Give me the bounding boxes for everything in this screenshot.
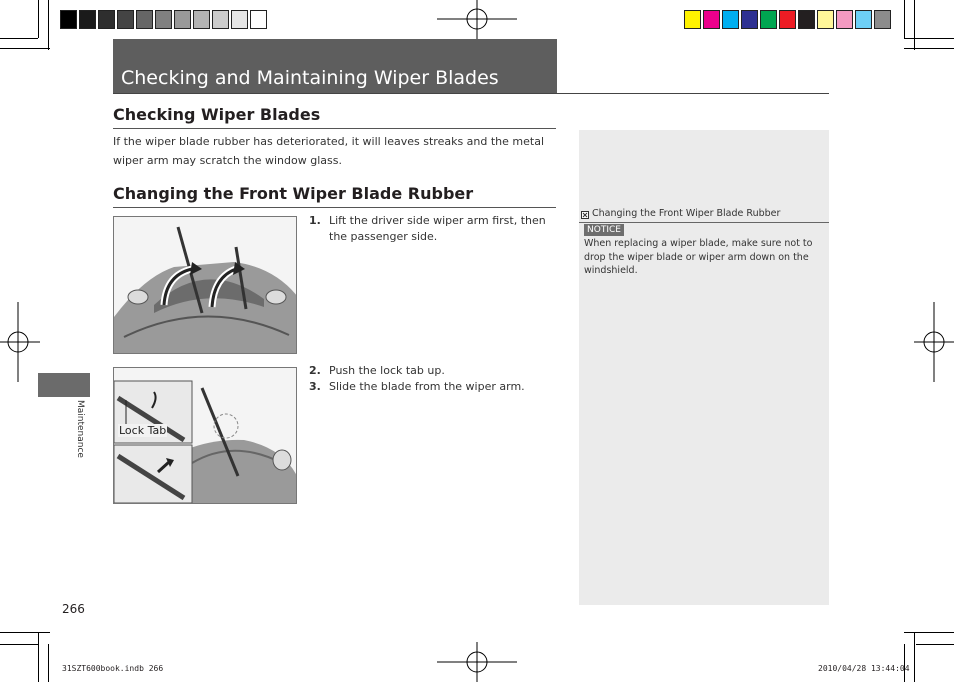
color-swatch [250,10,267,29]
crop-mark [904,632,954,633]
registration-target-icon [914,302,954,382]
color-swatch [60,10,77,29]
step-text: Lift the driver side wiper arm first, then the passenger side. [329,214,546,243]
footer-file: 31SZT600book.indb 266 [62,664,164,673]
color-swatch [79,10,96,29]
registration-target-icon [0,302,40,382]
page-title: Checking and Maintaining Wiper Blades [121,67,499,89]
color-swatch [193,10,210,29]
color-swatch [684,10,701,29]
section-heading: Checking Wiper Blades [113,105,321,124]
color-swatch [855,10,872,29]
crop-mark [904,644,905,682]
chapter-label: Maintenance [75,400,85,458]
header-rule [113,93,829,94]
section-rule [113,207,556,208]
color-swatch [136,10,153,29]
step-3 [309,379,559,395]
step-text: Push the lock tab up. [329,364,445,377]
step-number: 2. [309,364,321,377]
color-swatch [760,10,777,29]
crop-mark [0,38,38,39]
color-swatch [117,10,134,29]
sidebar-text: When replacing a wiper blade, make sure not to drop the wiper blade or wiper arm down on the windshield. [584,238,813,276]
wiper-lift-illustration [113,216,297,354]
section-body: If the wiper blade rubber has deteriorated, it will leaves streaks and the metal wiper arm may scratch the window glass. [113,135,545,167]
color-swatch [174,10,191,29]
sidebar-panel [579,130,829,605]
section-heading: Changing the Front Wiper Blade Rubber [113,184,474,203]
color-swatch [817,10,834,29]
sidebar-rule [579,222,829,223]
registration-target-icon [437,642,517,682]
crop-mark [0,632,50,633]
page-number: 266 [62,602,85,616]
crop-mark [48,0,49,50]
color-swatch [779,10,796,29]
color-swatch [231,10,248,29]
reference-icon [581,211,589,219]
sidebar-heading: Changing the Front Wiper Blade Rubber [592,208,781,219]
step-number: 3. [309,380,321,393]
crop-mark [38,0,39,38]
color-swatch [98,10,115,29]
crop-mark [904,0,905,38]
color-swatch [703,10,720,29]
crop-mark [0,48,50,49]
footer-timestamp: 2010/04/28 13:44:04 [818,664,910,673]
color-swatch [212,10,229,29]
color-swatch [722,10,739,29]
color-swatch [798,10,815,29]
color-swatch [155,10,172,29]
crop-mark [38,632,39,682]
step-1 [309,213,559,245]
crop-mark [904,48,954,49]
notice-badge: NOTICE [584,224,624,236]
crop-mark [914,0,915,50]
step-text: Slide the blade from the wiper arm. [329,380,525,393]
registration-target-icon [437,0,517,40]
lock-tab-label: Lock Tab [119,424,167,437]
crop-mark [916,644,954,645]
step-number: 1. [309,214,321,227]
step-2 [309,363,559,379]
color-swatch [874,10,891,29]
color-swatch [741,10,758,29]
crop-mark [48,644,49,682]
crop-mark [914,632,915,682]
chapter-tab [38,373,90,397]
crop-mark [0,644,38,645]
section-rule [113,128,556,129]
color-swatch [836,10,853,29]
crop-mark [904,38,954,39]
